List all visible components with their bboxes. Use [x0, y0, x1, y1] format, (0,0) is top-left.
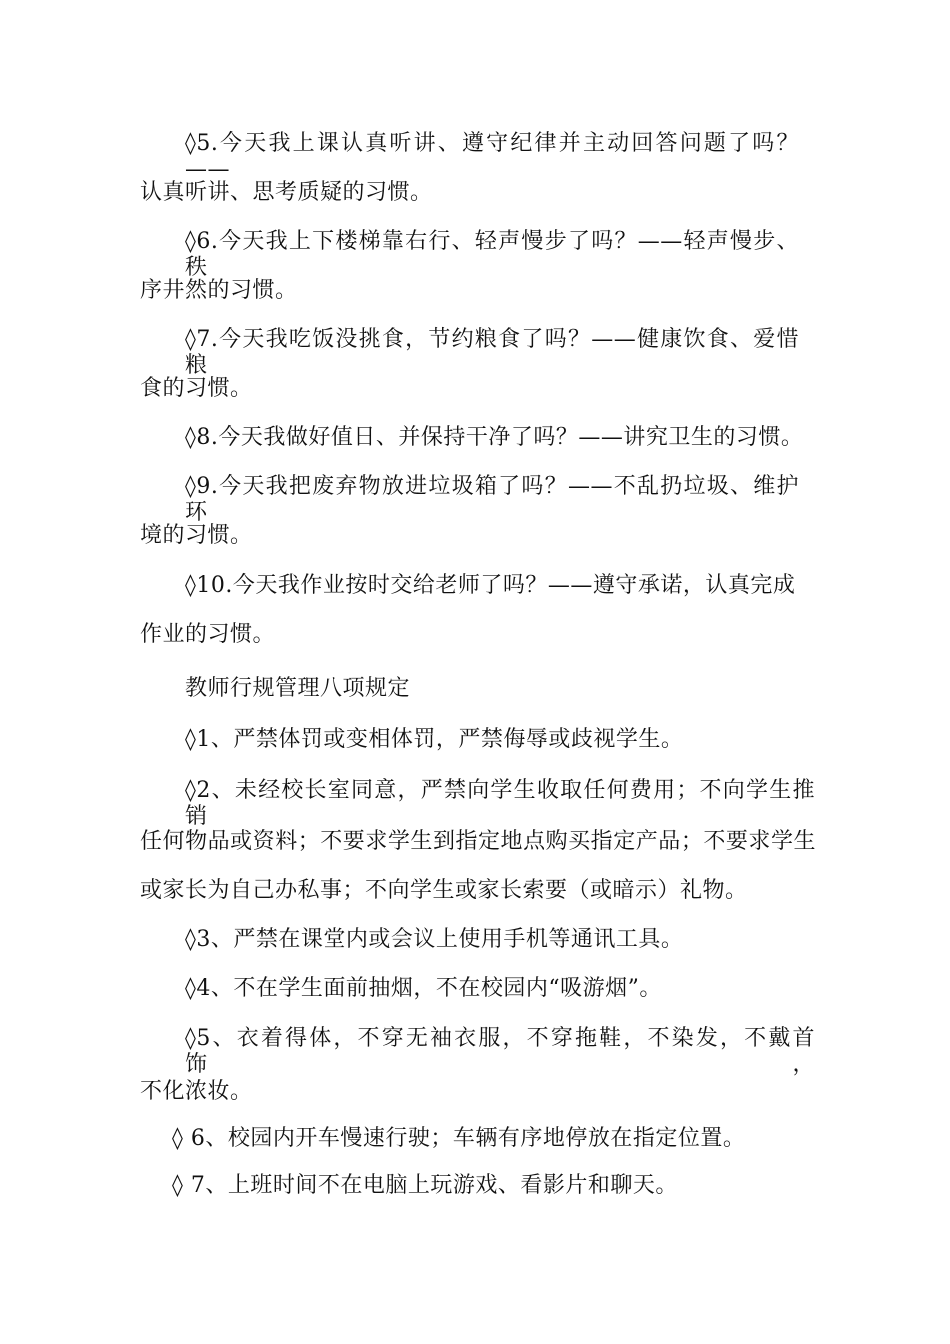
rule-student-5-line-2: 认真听讲、思考质疑的习惯。 [140, 180, 433, 205]
rule-teacher-3: ◊3、严禁在课堂内或会议上使用手机等通讯工具。 [185, 927, 684, 952]
rule-student-6-line-2: 序井然的习惯。 [140, 278, 298, 303]
rule-teacher-2-line-3: 或家长为自己办私事；不向学生或家长索要（或暗示）礼物。 [140, 878, 748, 903]
rule-student-9-line-1: ◊9.今天我把废弃物放进垃圾箱了吗？——不乱扔垃圾、维护环 [185, 474, 799, 525]
rule-teacher-7: ◊ 7、上班时间不在电脑上玩游戏、看影片和聊天。 [172, 1173, 678, 1198]
rule-teacher-1: ◊1、严禁体罚或变相体罚，严禁侮辱或歧视学生。 [185, 727, 684, 752]
rule-student-7-line-2: 食的习惯。 [140, 376, 253, 401]
rule-teacher-6: ◊ 6、校园内开车慢速行驶；车辆有序地停放在指定位置。 [172, 1126, 746, 1151]
rule-teacher-5-line-1: ◊5、衣着得体，不穿无袖衣服，不穿拖鞋，不染发，不戴首饰， [185, 1026, 815, 1077]
rule-teacher-5-line-2: 不化浓妆。 [140, 1079, 253, 1104]
rule-teacher-4: ◊4、不在学生面前抽烟，不在校园内“吸游烟”。 [185, 976, 662, 1001]
rule-student-10-line-2: 作业的习惯。 [140, 622, 276, 647]
rule-student-7-line-1: ◊7.今天我吃饭没挑食，节约粮食了吗？——健康饮食、爱惜粮 [185, 327, 799, 378]
rule-student-6-line-1: ◊6.今天我上下楼梯靠右行、轻声慢步了吗？——轻声慢步、秩 [185, 229, 799, 280]
rule-student-8: ◊8.今天我做好值日、并保持干净了吗？——讲究卫生的习惯。 [185, 425, 804, 450]
rule-teacher-2-line-1: ◊2、未经校长室同意，严禁向学生收取任何费用；不向学生推销 [185, 778, 815, 829]
rule-student-10-line-1: ◊10.今天我作业按时交给老师了吗？——遵守承诺，认真完成 [185, 573, 796, 598]
rule-teacher-2-line-2: 任何物品或资料；不要求学生到指定地点购买指定产品；不要求学生 [140, 829, 816, 854]
section-heading: 教师行规管理八项规定 [185, 676, 411, 701]
rule-student-5-line-1: ◊5.今天我上课认真听讲、遵守纪律并主动回答问题了吗？—— [185, 131, 799, 182]
rule-student-9-line-2: 境的习惯。 [140, 523, 253, 548]
